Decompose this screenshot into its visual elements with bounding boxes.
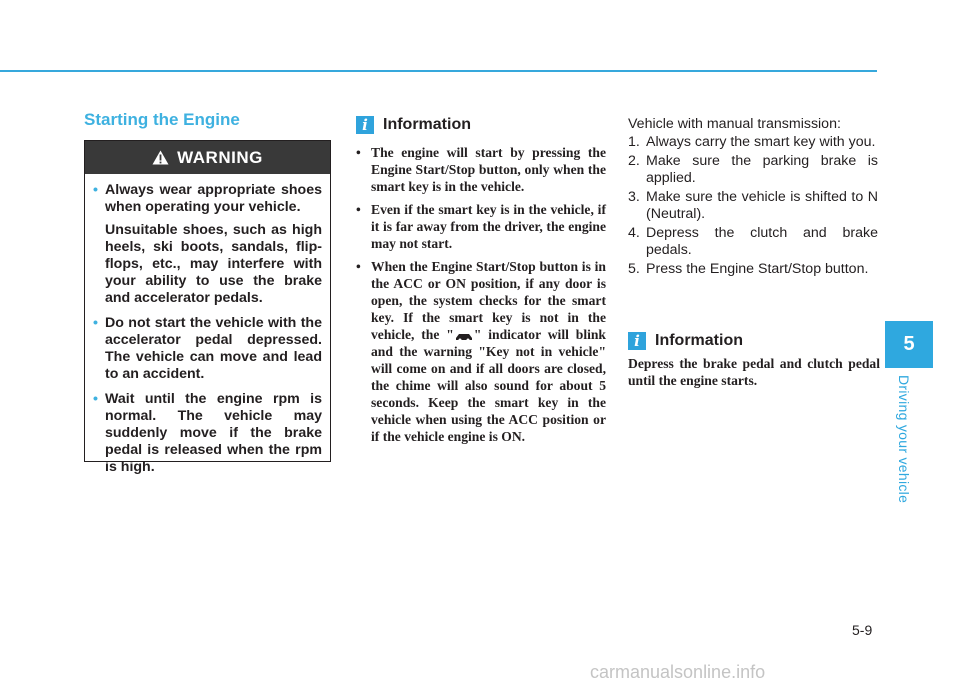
step-item: 5. Press the Engine Start/Stop button. [628, 261, 869, 277]
warning-triangle-icon [152, 150, 169, 165]
section-title: Starting the Engine [84, 110, 240, 129]
bullet-icon: • [93, 182, 98, 198]
information-item: • The engine will start by pressing the Engine Start/Stop button, only when the smart key is in the vehicle. [356, 145, 606, 194]
information-heading [356, 116, 471, 134]
warning-header [85, 141, 330, 174]
manual-transmission-title: Vehicle with manual transmission: [628, 116, 841, 132]
warning-text: Wait until the engine rpm is normal. The vehicle may suddenly move if the brake pedal is released when the rpm is high. [105, 391, 322, 475]
info-icon: i [356, 116, 374, 134]
step-item: 3. Make sure the vehicle is shifted to N (Neutral). [628, 189, 878, 222]
bullet-icon: • [356, 202, 361, 217]
smart-key-indicator-icon [454, 331, 474, 341]
warning-box [84, 140, 331, 475]
bullet-icon: • [356, 259, 361, 274]
step-item: 4. Depress the clutch and brake pedals. [628, 225, 878, 258]
information-title: Information [383, 116, 471, 133]
chapter-number-tab: 5 [885, 321, 933, 368]
manual-steps-list [628, 134, 878, 280]
information-item: • When the Engine Start/Stop button is in the ACC or ON position, if any door is open, the system checks for the smart key. If the smart key is not in the vehicle, the " " indicator will blink and the warning "Key not in vehicle" will come on and if all doors are closed, the chime will also sound for about 5 seconds. Keep the smart key in the vehicle when using the ACC position or if the vehicle engine is ON. [356, 259, 606, 444]
bullet-icon: • [356, 145, 361, 160]
information-title-2: Information [655, 332, 743, 349]
top-divider [0, 70, 877, 72]
warning-text: Do not start the vehicle with the accelerator pedal depressed. The vehicle can move and lead to an accident. [105, 315, 322, 382]
bullet-icon: • [93, 391, 98, 407]
information-list [356, 144, 606, 451]
warning-text: Unsuitable shoes, such as high heels, ski boots, sandals, flip-flops, etc., may interfere with your ability to use the brake and accelerator pedals. [105, 222, 322, 306]
watermark: carmanualsonline.info [590, 662, 766, 682]
info-icon: i [628, 332, 646, 350]
information-heading-2 [628, 332, 743, 350]
bullet-icon: • [93, 315, 98, 331]
information-item: • Even if the smart key is in the vehicle, if it is far away from the driver, the engine may not start. [356, 202, 606, 251]
warning-header-label: WARNING [177, 147, 263, 167]
chapter-title: Driving your vehicle [896, 375, 912, 504]
warning-list [85, 174, 330, 476]
warning-item [93, 315, 322, 383]
step-item: 1. Always carry the smart key with you. [628, 134, 876, 150]
warning-item [93, 391, 322, 476]
step-item: 2. Make sure the parking brake is applied. [628, 153, 878, 186]
warning-item [93, 182, 322, 307]
information-text-2: Depress the brake pedal and clutch pedal until the engine starts. [628, 356, 880, 388]
warning-text: Always wear appropriate shoes when operating your vehicle. [105, 182, 322, 215]
page-number: 5-9 [852, 622, 873, 638]
